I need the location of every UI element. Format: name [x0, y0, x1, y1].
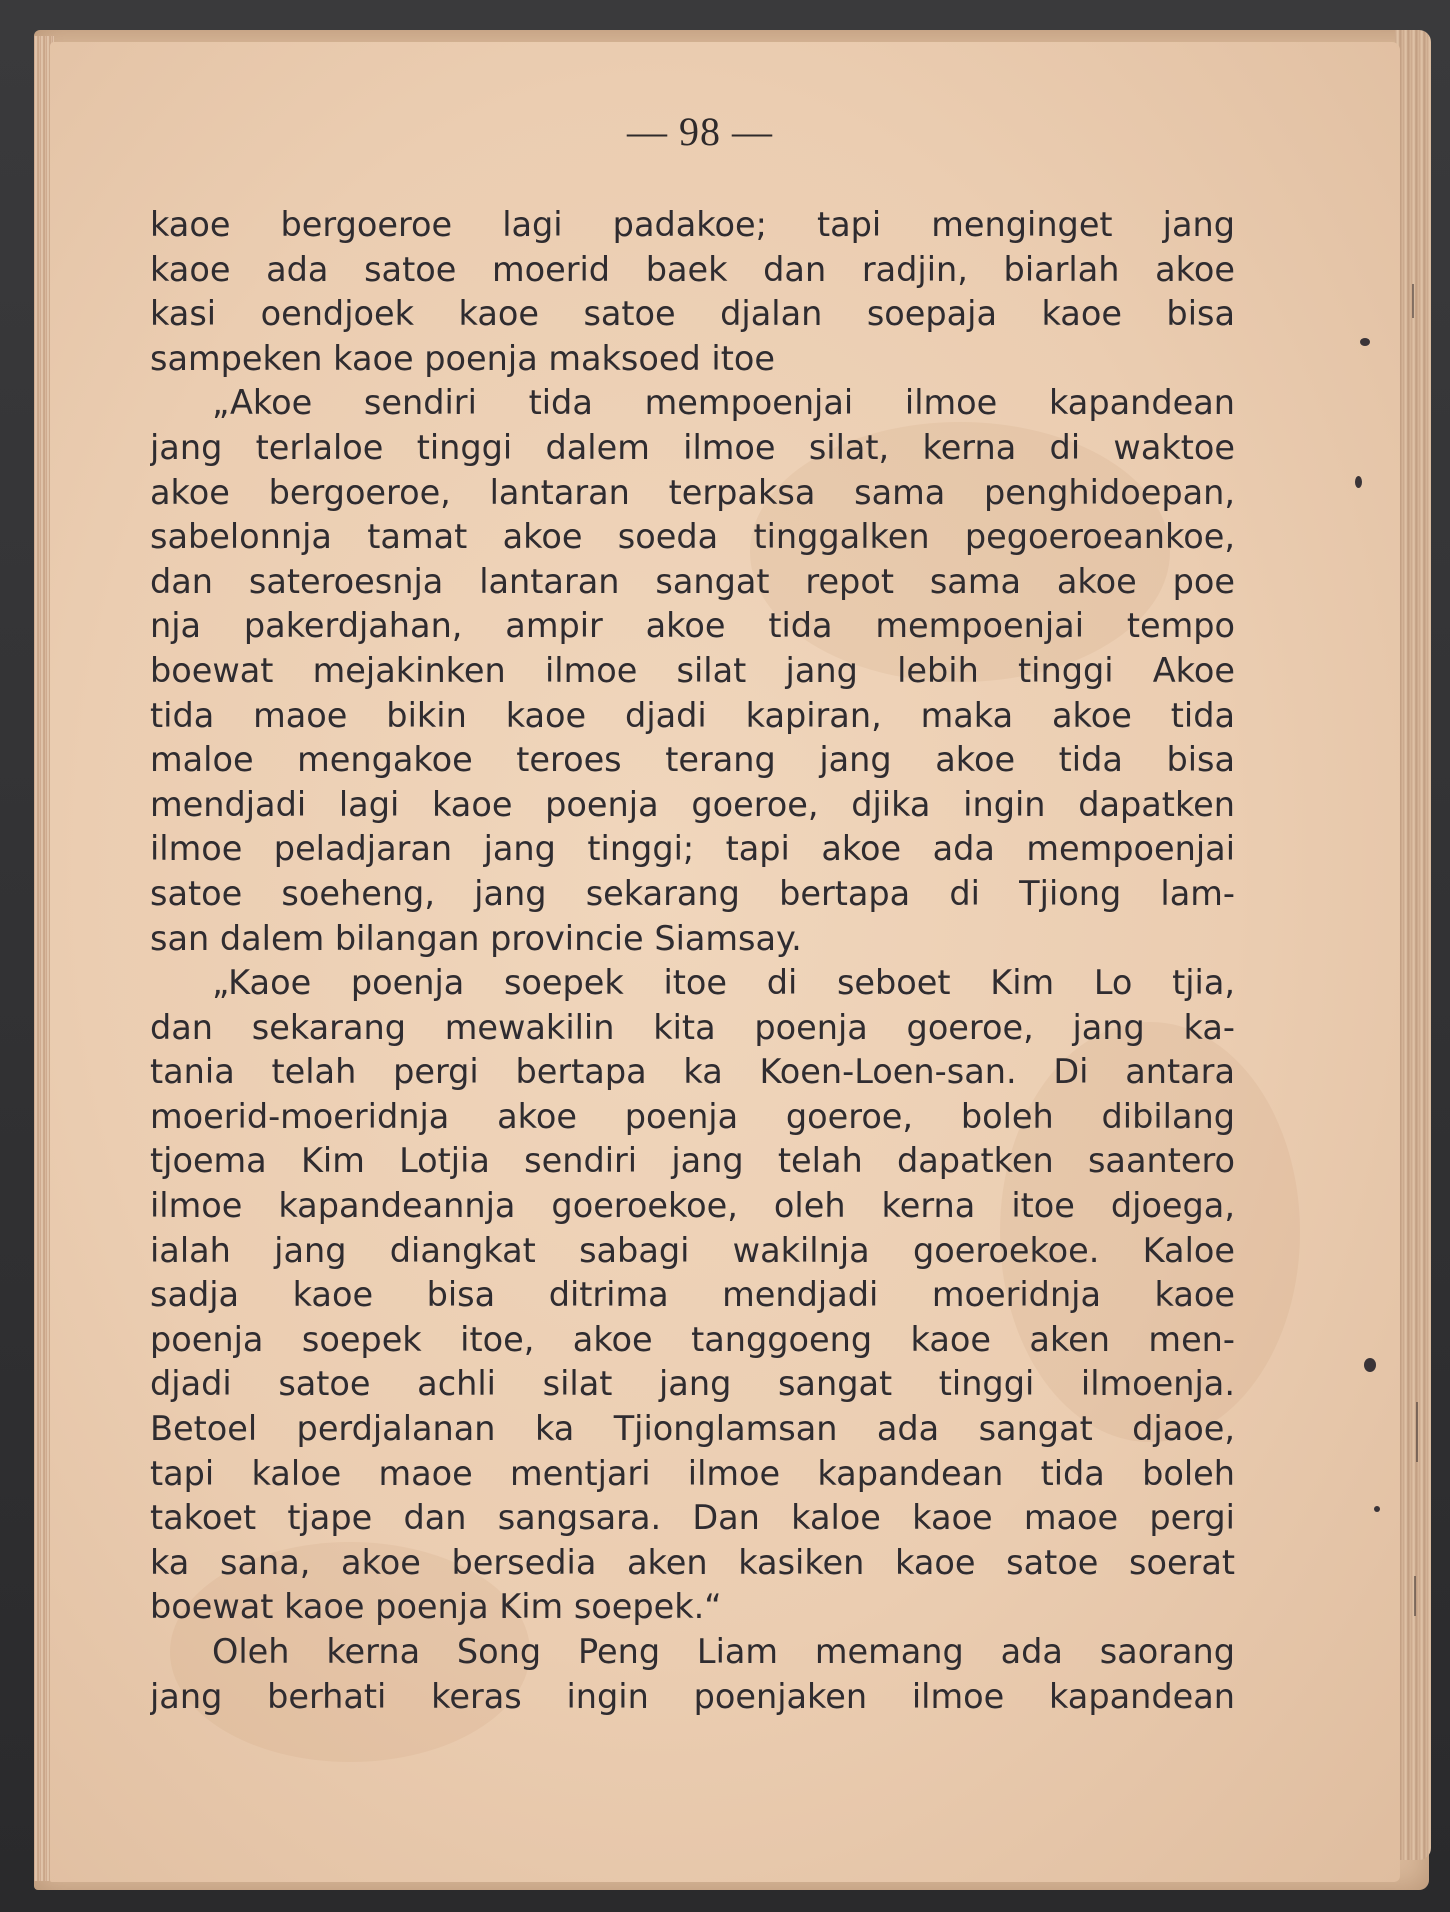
text-line: tania telah pergi bertapa ka Koen-Loen-san. Di antara: [150, 1052, 1235, 1092]
text-line: sadja kaoe bisa ditrima mendjadi moeridnja kaoe: [150, 1275, 1235, 1315]
text-line: jang terlaloe tinggi dalem ilmoe silat, kerna di waktoe: [150, 427, 1235, 467]
text-line: tjoema Kim Lotjia sendiri jang telah dapatken saantero: [150, 1141, 1235, 1181]
ink-speck: [1374, 1506, 1380, 1512]
text-line: ka sana, akoe bersedia aken kasiken kaoe satoe soerat: [150, 1542, 1235, 1582]
margin-mark: [1412, 284, 1414, 318]
ink-speck: [1360, 338, 1370, 346]
text-line: poenja soepek itoe, akoe tanggoeng kaoe aken men-: [150, 1319, 1235, 1359]
text-line: ilmoe kapandeannja goeroekoe, oleh kerna itoe djoega,: [150, 1186, 1235, 1226]
text-line: san dalem bilangan provincie Siamsay.: [150, 918, 802, 958]
text-line: ialah jang diangkat sabagi wakilnja goeroekoe. Kaloe: [150, 1230, 1235, 1270]
text-line: sabelonnja tamat akoe soeda tinggalken pegoeroeankoe,: [150, 517, 1235, 557]
text-line: sampeken kaoe poenja maksoed itoe: [150, 338, 775, 378]
text-line: maloe mengakoe teroes terang jang akoe tida bisa: [150, 740, 1235, 780]
ink-speck: [1355, 476, 1362, 488]
text-line: dan sekarang mewakilin kita poenja goeroe, jang ka-: [150, 1007, 1235, 1047]
text-line: kasi oendjoek kaoe satoe djalan soepaja kaoe bisa: [150, 294, 1235, 334]
text-line: takoet tjape dan sangsara. Dan kaloe kaoe maoe pergi: [150, 1498, 1235, 1538]
text-line: jang berhati keras ingin poenjaken ilmoe kapandean: [150, 1676, 1235, 1716]
text-line: dan sateroesnja lantaran sangat repot sama akoe poe: [150, 561, 1235, 601]
page-number: — 98 —: [627, 109, 773, 154]
margin-mark: [1416, 1402, 1418, 1462]
text-line: nja pakerdjahan, ampir akoe tida mempoenjai tempo: [150, 606, 1235, 646]
text-line: boewat mejakinken ilmoe silat jang lebih tinggi Akoe: [150, 650, 1235, 690]
text-line: kaoe bergoeroe lagi padakoe; tapi menginget jang: [150, 205, 1235, 244]
text-line: „Kaoe poenja soepek itoe di seboet Kim Lo tjia,: [212, 963, 1235, 1003]
ink-speck: [1364, 1358, 1376, 1372]
text-line: satoe soeheng, jang sekarang bertapa di Tjiong lam-: [150, 873, 1235, 913]
text-line: akoe bergoeroe, lantaran terpaksa sama penghidoepan,: [150, 472, 1235, 512]
text-line: Betoel perdjalanan ka Tjionglamsan ada sangat djaoe,: [150, 1409, 1235, 1449]
text-line: tapi kaloe maoe mentjari ilmoe kapandean tida boleh: [150, 1453, 1235, 1493]
text-line: ilmoe peladjaran jang tinggi; tapi akoe ada mempoenjai: [150, 829, 1235, 869]
text-line: tida maoe bikin kaoe djadi kapiran, maka akoe tida: [150, 695, 1235, 735]
text-line: Oleh kerna Song Peng Liam memang ada saorang: [212, 1632, 1235, 1671]
text-line: kaoe ada satoe moerid baek dan radjin, biarlah akoe: [150, 249, 1235, 289]
body-text: [150, 203, 1235, 1719]
text-line: boewat kaoe poenja Kim soepek.“: [150, 1587, 722, 1627]
text-line: mendjadi lagi kaoe poenja goeroe, djika ingin dapatken: [150, 784, 1235, 824]
text-line: „Akoe sendiri tida mempoenjai ilmoe kapandean: [212, 383, 1235, 423]
text-line: moerid-moeridnja akoe poenja goeroe, boleh dibilang: [150, 1096, 1235, 1136]
margin-mark: [1414, 1576, 1416, 1616]
text-line: djadi satoe achli silat jang sangat tinggi ilmoenja.: [150, 1364, 1235, 1404]
